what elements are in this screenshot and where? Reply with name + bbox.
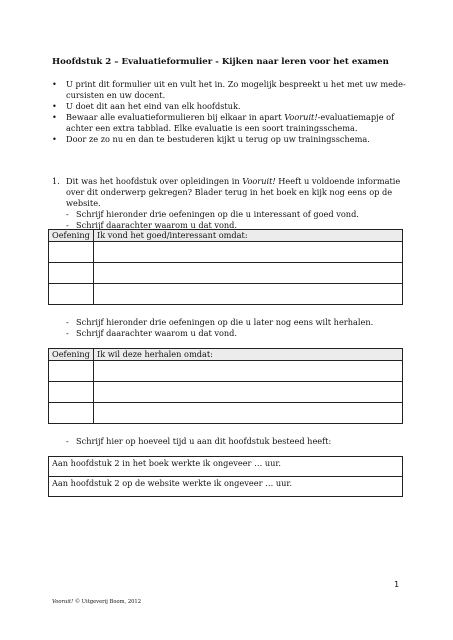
favorite-exercises-table xyxy=(48,229,403,305)
time-box-book[interactable]: Aan hoofdstuk 2 in het boek werkte ik ongeveer … uur. xyxy=(48,456,403,477)
repeat-exercises-table xyxy=(48,348,403,424)
instruction-line: - Schrijf hieronder drie oefeningen op die u later nog eens wilt herhalen. xyxy=(66,317,374,327)
instruction-bullet-list xyxy=(52,79,412,145)
bullet-emphasis: Vooruit! xyxy=(284,112,318,122)
instruction-line: - Schrijf daarachter waarom u dat vond. xyxy=(66,220,238,230)
exercise-cell[interactable] xyxy=(49,403,94,424)
table-header-oefening: Oefening xyxy=(49,349,94,361)
exercise-cell[interactable] xyxy=(49,284,94,305)
reason-cell[interactable] xyxy=(94,403,403,424)
bullet-item: • U doet dit aan het eind van elk hoofdstuk. xyxy=(52,101,412,112)
exercise-cell[interactable] xyxy=(49,242,94,263)
question-number: 1. xyxy=(52,176,60,186)
time-spent-boxes xyxy=(48,456,403,497)
exercise-cell[interactable] xyxy=(49,361,94,382)
table-header-reason: Ik vond het goed/interessant omdat: xyxy=(94,230,403,242)
exercise-cell[interactable] xyxy=(49,382,94,403)
time-box-website[interactable]: Aan hoofdstuk 2 op de website werkte ik ongeveer … uur. xyxy=(48,477,403,497)
table-header-reason: Ik wil deze herhalen omdat: xyxy=(94,349,403,361)
table-header-oefening: Oefening xyxy=(49,230,94,242)
reason-cell[interactable] xyxy=(94,284,403,305)
exercise-cell[interactable] xyxy=(49,263,94,284)
reason-cell[interactable] xyxy=(94,361,403,382)
bullet-text: -evaluatiemapje of achter een extra tabblad. Elke evaluatie is een soort trainingsschema. xyxy=(66,112,395,133)
bullet-item xyxy=(52,112,412,134)
page-number: 1 xyxy=(394,579,400,589)
bullet-item: • U print dit formulier uit en vult het in. Zo mogelijk bespreekt u het met uw mede-cursisten en uw docent. xyxy=(52,79,412,101)
reason-cell[interactable] xyxy=(94,263,403,284)
footer-emphasis: Vooruit! xyxy=(52,599,74,605)
question-text: Heeft u voldoende informatie over dit onderwerp gekregen? Blader terug in het boek en kijk nog eens op de website. xyxy=(66,176,401,208)
instruction-line: - Schrijf hier op hoeveel tijd u aan dit hoofdstuk besteed heeft: xyxy=(66,436,332,446)
footer-text: © Uitgeverij Boom, 2012 xyxy=(73,599,142,605)
instruction-line: - Schrijf daarachter waarom u dat vond. xyxy=(66,328,238,338)
question-emphasis: Vooruit! xyxy=(242,176,276,186)
page-title: Hoofdstuk 2 – Evaluatieformulier - Kijken naar leren voor het examen xyxy=(52,57,389,67)
question-text: Dit was het hoofdstuk over opleidingen in xyxy=(66,176,243,186)
reason-cell[interactable] xyxy=(94,382,403,403)
bullet-text: Bewaar alle evaluatieformulieren bij elkaar in apart xyxy=(66,112,285,122)
instruction-line: - Schrijf hieronder drie oefeningen op die u interessant of goed vond. xyxy=(66,209,359,219)
footer-copyright xyxy=(52,599,141,605)
question-1 xyxy=(52,176,412,209)
reason-cell[interactable] xyxy=(94,242,403,263)
bullet-item: • Door ze zo nu en dan te bestuderen kijkt u terug op uw trainingsschema. xyxy=(52,134,412,145)
